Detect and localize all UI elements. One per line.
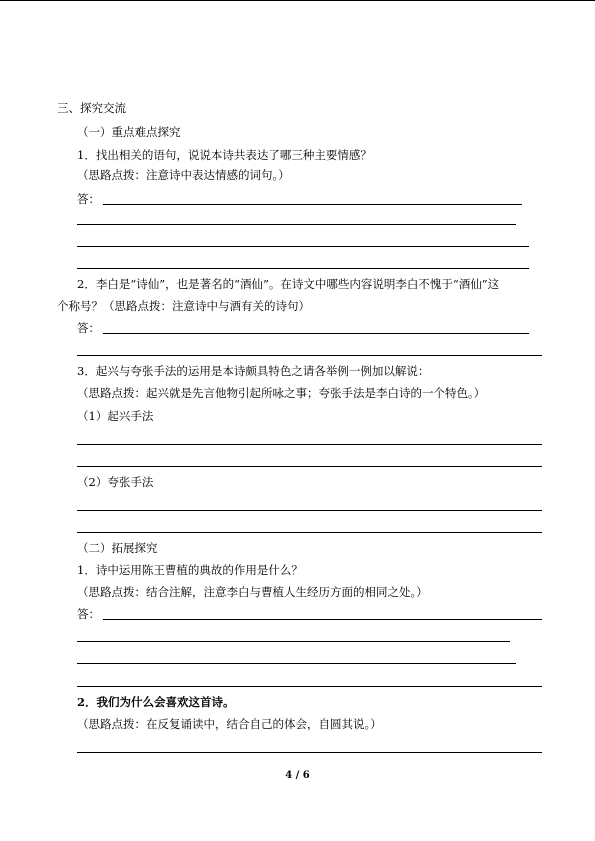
p2-q1-text: 1．诗中运用陈王曹植的典故的作用是什么？: [77, 563, 303, 577]
p1-q2-text-line1: 2．李白是“诗仙”，也是著名的“酒仙”。在诗文中哪些内容说明李白不愧于“酒仙”这: [77, 277, 500, 291]
p1-q2-answer-label: 答：: [77, 321, 100, 335]
p1-q3-sub2: （2）夸张手法: [77, 475, 154, 489]
answer-line[interactable]: [77, 752, 542, 753]
p2-q1-hint: （思路点拨：结合注解，注意李白与曹植人生经历方面的相同之处。）: [77, 585, 428, 599]
page-top-border: [0, 0, 595, 1]
answer-line[interactable]: [77, 532, 542, 533]
answer-line[interactable]: [103, 204, 522, 205]
answer-line[interactable]: [77, 663, 516, 664]
part2-heading: （二）拓展探究: [77, 541, 158, 555]
p1-q3-text: 3．起兴与夸张手法的运用是本诗颇具特色之请各举例一例加以解说：: [77, 364, 430, 378]
answer-line[interactable]: [77, 246, 529, 247]
p1-q1-text: 1．找出相关的语句，说说本诗共表达了哪三种主要情感？: [77, 148, 372, 162]
answer-line[interactable]: [103, 333, 529, 334]
p2-q1-answer-label: 答：: [77, 607, 100, 621]
answer-line[interactable]: [77, 355, 542, 356]
page-number: 4 / 6: [285, 770, 310, 781]
p2-q2-hint: （思路点拨：在反复诵读中，结合自己的体会，自圆其说。）: [77, 717, 382, 731]
p1-q1-hint: （思路点拨：注意诗中表达情感的词句。）: [77, 168, 290, 182]
p1-q1-answer-label: 答：: [77, 192, 100, 206]
answer-line[interactable]: [77, 268, 529, 269]
p2-q2-text: 2．我们为什么会喜欢这首诗。: [77, 695, 235, 709]
section-title: 三、探究交流: [57, 101, 126, 115]
p1-q3-sub1: （1）起兴手法: [77, 409, 154, 423]
answer-line[interactable]: [77, 510, 542, 511]
answer-line[interactable]: [103, 619, 542, 620]
part1-heading: （一）重点难点探究: [77, 125, 181, 139]
answer-line[interactable]: [77, 641, 510, 642]
p1-q2-text-line2: 个称号？（思路点拨：注意诗中与酒有关的诗句）: [57, 299, 310, 313]
p1-q3-hint: （思路点拨：起兴就是先言他物引起所咏之事；夸张手法是李白诗的一个特色。）: [77, 386, 486, 400]
answer-line[interactable]: [77, 224, 516, 225]
answer-line[interactable]: [77, 686, 542, 687]
answer-line[interactable]: [77, 466, 542, 467]
answer-line[interactable]: [77, 444, 542, 445]
